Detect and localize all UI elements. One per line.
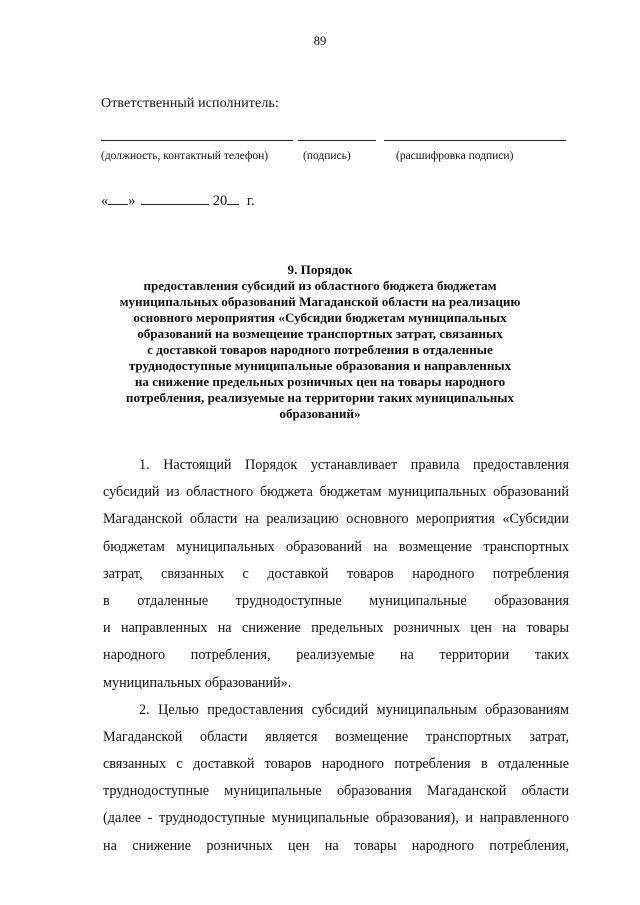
body-line: связанных с доставкой товаров народного потребления в отдаленные xyxy=(103,756,569,773)
heading-line: с доставкой товаров народного потребления в отдаленные xyxy=(147,342,493,357)
heading-line: образований на возмещение транспортных затрат, связанных xyxy=(137,326,503,341)
body-line: затрат, связанных с доставкой товаров народного потребления xyxy=(103,565,569,582)
body-line: и направленных на снижение предельных розничных цен на товары xyxy=(103,620,569,637)
heading-line: 9. Порядок xyxy=(287,262,353,277)
caption-signature-decoding: (расшифровка подписи) xyxy=(396,150,514,162)
body-line: 1. Настоящий Порядок устанавливает правила предоставления xyxy=(139,457,569,473)
heading-line: муниципальных образований Магаданской области на реализацию xyxy=(119,294,521,309)
position-phone-line xyxy=(101,140,293,141)
page-number: 89 xyxy=(313,34,327,48)
section-heading xyxy=(92,262,548,422)
paragraph-1 xyxy=(103,452,569,697)
body-line: (далее - труднодоступные муниципальные образования), и направленного xyxy=(103,810,569,827)
body-line: Магаданской области на реализацию основного мероприятия «Субсидии xyxy=(103,511,569,528)
date-open-quote: « xyxy=(101,193,109,209)
heading-line: основного мероприятия «Субсидии бюджетам муниципальных xyxy=(133,310,507,325)
date-line xyxy=(101,192,255,210)
signature-line xyxy=(298,140,376,141)
date-close-quote: » xyxy=(128,193,136,209)
heading-line: образований» xyxy=(279,406,361,421)
body-line: бюджетам муниципальных образований на возмещение транспортных xyxy=(103,538,569,555)
day-blank xyxy=(108,192,128,205)
body-line: на снижение розничных цен на товары народного потребления, xyxy=(103,837,569,854)
body-line: субсидий из областного бюджета бюджетам муниципальных образований xyxy=(103,484,569,501)
signature-decoding-line xyxy=(384,140,566,141)
body-text xyxy=(103,452,569,860)
body-line: в отдаленные труднодоступные муниципальные образования xyxy=(103,592,569,609)
body-line: 2. Целью предоставления субсидий муниципальным образованиям xyxy=(139,701,569,718)
body-line: Магаданской области является возмещение транспортных затрат, xyxy=(103,728,569,745)
paragraph-2 xyxy=(103,697,569,860)
responsible-executor-label: Ответственный исполнитель: xyxy=(101,96,279,111)
heading-line: труднодоступные муниципальные образования и направленных xyxy=(128,358,512,373)
year-blank xyxy=(227,192,239,205)
caption-signature: (подпись) xyxy=(303,150,351,162)
body-line: муниципальных образований». xyxy=(103,674,292,691)
year-prefix: 20 xyxy=(212,193,228,209)
heading-line: на снижение предельных розничных цен на товары народного xyxy=(134,374,506,389)
heading-line: предоставления субсидий из областного бюджета бюджетам xyxy=(143,278,497,293)
caption-position-phone: (должность, контактный телефон) xyxy=(101,150,269,162)
year-suffix: г. xyxy=(246,193,255,209)
month-blank xyxy=(141,192,209,205)
body-line: труднодоступные муниципальные образования Магаданской области xyxy=(103,783,569,800)
body-line: народного потребления, реализуемые на территории таких xyxy=(103,647,569,664)
heading-line: потребления, реализуемые на территории таких муниципальных xyxy=(125,390,515,405)
